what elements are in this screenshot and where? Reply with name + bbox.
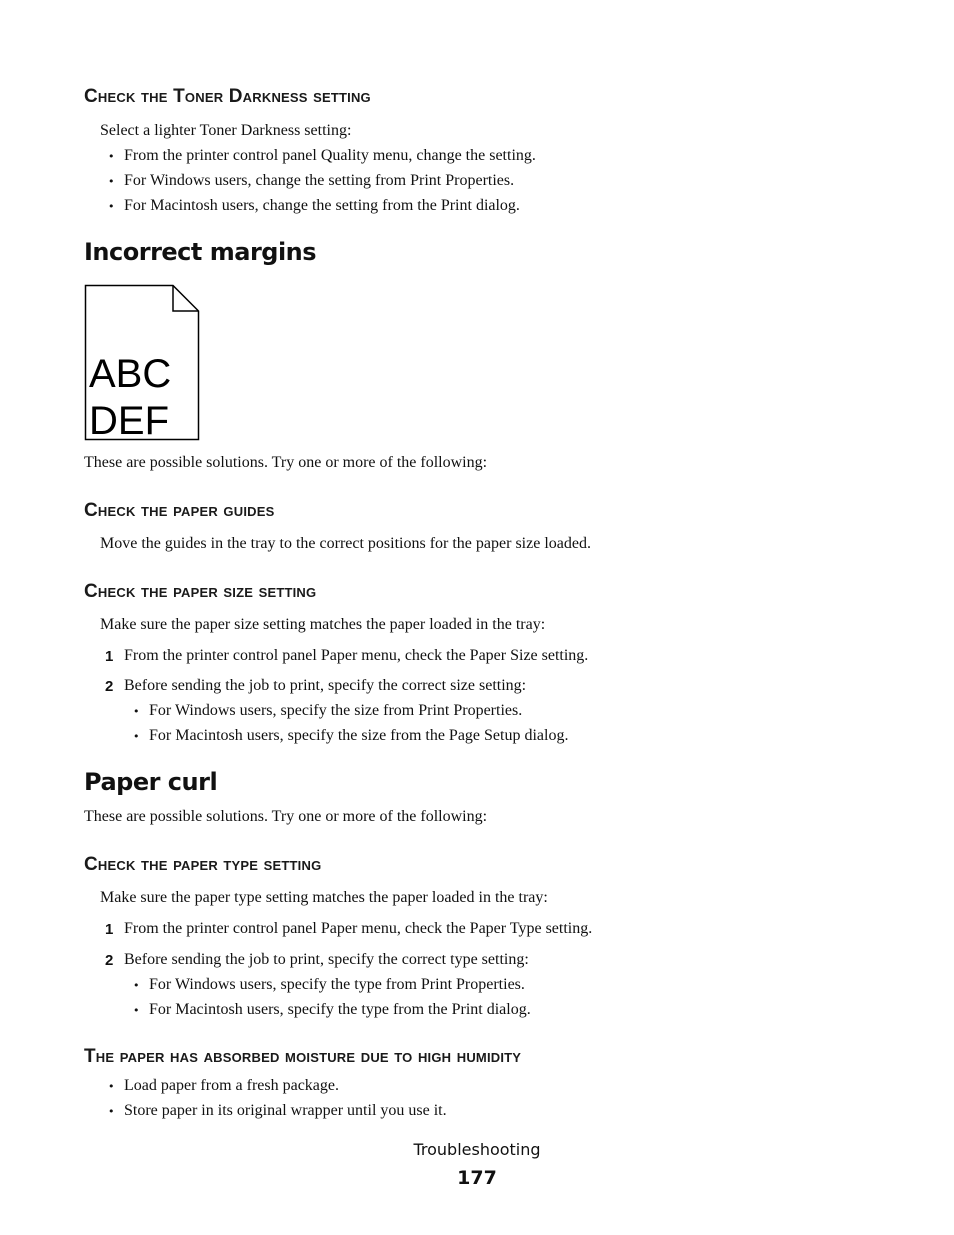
paper-curl-intro: These are possible solutions. Try one or more of the following: [84,808,488,825]
heading-toner-darkness: Check the Toner Darkness setting [84,86,371,107]
bullet-icon: • [133,979,140,992]
heading-paper-curl: Paper curl [84,768,218,796]
list-item: Load paper from a fresh package. [124,1077,339,1094]
bullet-icon: • [108,150,115,163]
list-item: For Windows users, specify the type from Print Properties. [149,976,525,993]
paper-type-intro: Make sure the paper type setting matches the paper loaded in the tray: [100,889,548,906]
bullet-icon: • [133,1004,140,1017]
page-number: 177 [457,1167,497,1189]
step-number: 1 [105,648,114,665]
list-item: For Macintosh users, specify the size from the Page Setup dialog. [149,727,569,744]
list-item: For Macintosh users, specify the type from the Print dialog. [149,1001,531,1018]
list-item: For Windows users, specify the size from Print Properties. [149,702,523,719]
list-item: From the printer control panel Quality menu, change the setting. [124,147,536,164]
heading-paper-guides: Check the paper guides [84,500,275,521]
heading-humidity: The paper has absorbed moisture due to high humidity [84,1046,522,1067]
bullet-icon: • [133,705,140,718]
bullet-icon: • [108,1105,115,1118]
heading-incorrect-margins: Incorrect margins [84,238,317,266]
step-text: From the printer control panel Paper menu, check the Paper Size setting. [124,647,589,664]
heading-paper-type: Check the paper type setting [84,854,322,875]
bullet-icon: • [108,1080,115,1093]
illustration-text-abc: ABC [89,352,172,396]
bullet-icon: • [133,730,140,743]
bullet-icon: • [108,200,115,213]
list-item: For Macintosh users, change the setting from the Print dialog. [124,197,520,214]
heading-paper-size: Check the paper size setting [84,581,317,602]
step-number: 2 [105,952,114,969]
step-number: 1 [105,921,114,938]
list-item: For Windows users, change the setting from Print Properties. [124,172,515,189]
step-text: Before sending the job to print, specify the correct type setting: [124,951,529,968]
margins-intro: These are possible solutions. Try one or more of the following: [84,454,488,471]
toner-intro: Select a lighter Toner Darkness setting: [100,122,352,139]
step-text: Before sending the job to print, specify the correct size setting: [124,677,527,694]
list-item: Store paper in its original wrapper until you use it. [124,1102,447,1119]
footer-section-label: Troubleshooting [413,1140,541,1159]
paper-size-intro: Make sure the paper size setting matches the paper loaded in the tray: [100,616,546,633]
step-text: From the printer control panel Paper menu, check the Paper Type setting. [124,920,593,937]
paper-guides-text: Move the guides in the tray to the correct positions for the paper size loaded. [100,535,591,552]
page-illustration [84,284,202,443]
illustration-text-def: DEF [89,399,169,443]
bullet-icon: • [108,175,115,188]
step-number: 2 [105,678,114,695]
